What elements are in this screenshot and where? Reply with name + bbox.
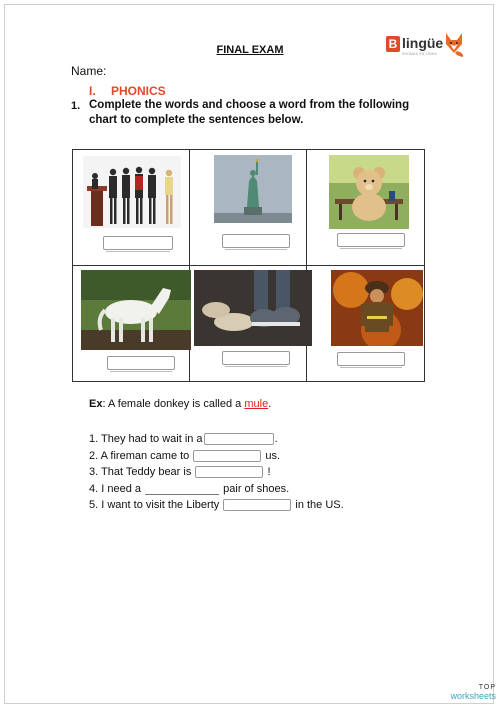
statue-of-liberty-picture bbox=[214, 155, 292, 223]
instruction-text: Complete the words and choose a word from the following chart to complete the sentences below. bbox=[89, 99, 410, 126]
sentence-after: pair of shoes. bbox=[223, 482, 290, 495]
sentence-number: 1. bbox=[89, 433, 99, 445]
horse-picture bbox=[81, 270, 191, 350]
sentence-after: ! bbox=[267, 466, 271, 478]
answer-box-4[interactable] bbox=[107, 356, 175, 370]
sentence-5 bbox=[89, 497, 344, 514]
section-heading bbox=[89, 84, 166, 98]
section-number: I. bbox=[89, 84, 96, 98]
sentence-4 bbox=[89, 481, 344, 498]
example-answer: mule bbox=[244, 398, 269, 410]
sentence-before: A fireman came to bbox=[100, 449, 190, 462]
blingue-logo bbox=[386, 30, 466, 60]
fox-icon bbox=[443, 31, 465, 57]
section-title: PHONICS bbox=[111, 84, 166, 98]
sentence-before: They had to wait in a bbox=[101, 433, 203, 445]
footer-top: TOP bbox=[478, 684, 496, 691]
answer-box-3[interactable] bbox=[337, 233, 405, 247]
logo-text: lingüe bbox=[402, 35, 444, 51]
sentence-number: 5. bbox=[89, 499, 99, 511]
page-title: FINAL EXAM bbox=[216, 44, 284, 56]
fireman-picture bbox=[331, 270, 423, 346]
sentence-2 bbox=[89, 448, 344, 465]
example-end: . bbox=[268, 398, 272, 410]
example-sentence bbox=[89, 398, 271, 410]
sentence-blank-1[interactable] bbox=[204, 433, 274, 445]
sentence-before: I need a bbox=[101, 482, 142, 495]
chart-cell-line bbox=[73, 150, 190, 266]
name-label: Name: bbox=[71, 64, 107, 78]
chart-cell-horse bbox=[73, 266, 190, 382]
example-text: : A female donkey is called a bbox=[102, 398, 245, 410]
answer-box-6[interactable] bbox=[337, 352, 405, 366]
chart-cell-fireman bbox=[307, 266, 424, 382]
sentence-after: us. bbox=[265, 449, 281, 462]
teddy-bear-picture bbox=[329, 155, 409, 229]
chart-cell-teddy bbox=[307, 150, 424, 266]
instruction-number: 1. bbox=[71, 100, 81, 112]
footer-worksheets: worksheets bbox=[450, 691, 496, 701]
sentence-number: 4. bbox=[89, 482, 99, 495]
sentence-blank-3[interactable] bbox=[195, 466, 263, 478]
answer-box-2[interactable] bbox=[222, 234, 290, 248]
line-queue-picture bbox=[83, 156, 181, 228]
topworksheets-watermark bbox=[430, 684, 496, 701]
sentence-list bbox=[89, 431, 344, 514]
picture-chart bbox=[72, 149, 425, 382]
sentence-blank-5[interactable] bbox=[223, 499, 291, 511]
answer-box-1[interactable] bbox=[103, 236, 173, 250]
sentence-3 bbox=[89, 464, 344, 481]
sentence-blank-4[interactable] bbox=[145, 483, 219, 495]
answer-box-5[interactable] bbox=[222, 351, 290, 365]
sentence-number: 2. bbox=[89, 449, 99, 462]
example-label: Ex bbox=[89, 398, 103, 410]
chart-cell-liberty bbox=[190, 150, 307, 266]
sentence-before: I want to visit the Liberty bbox=[101, 499, 220, 511]
sentence-1 bbox=[89, 431, 344, 448]
sentence-after: in the US. bbox=[295, 499, 344, 511]
sentence-number: 3. bbox=[89, 466, 99, 478]
sentence-blank-2[interactable] bbox=[193, 450, 261, 462]
sentence-before: That Teddy bear is bbox=[101, 466, 192, 478]
logo-tagline: IDIOMAS EN LÍNEA bbox=[402, 52, 437, 56]
sentence-after: . bbox=[274, 433, 278, 445]
chart-cell-shoes bbox=[190, 266, 307, 382]
logo-mark: B bbox=[386, 36, 400, 52]
shoes-picture bbox=[194, 270, 312, 346]
